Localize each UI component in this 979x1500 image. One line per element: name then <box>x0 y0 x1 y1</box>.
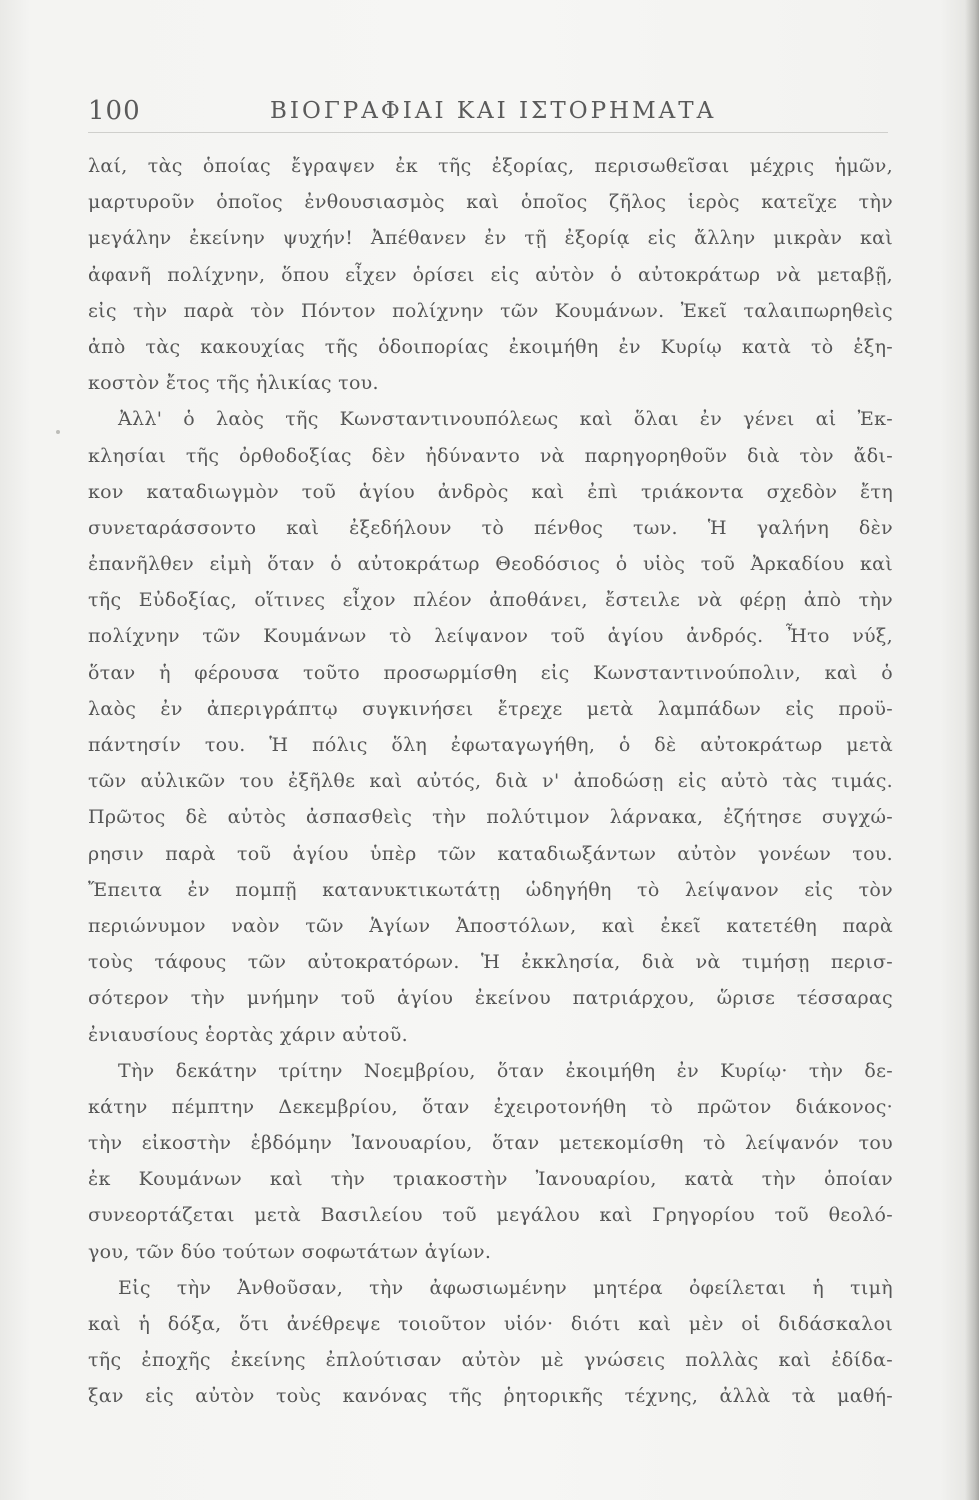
text-line: πολίχνην τῶν Κουμάνων τὸ λείψανον τοῦ ἁγίου ἀνδρός. Ἦτο νύξ, <box>88 625 893 648</box>
text-line: ὅταν ἡ φέρουσα τοῦτο προσωρμίσθη εἰς Κωνσταντινούπολιν, καὶ ὁ <box>88 661 893 684</box>
text-line: Τὴν δεκάτην τρίτην Νοεμβρίου, ὅταν ἐκοιμήθη ἐν Κυρίῳ· τὴν δε- <box>118 1059 893 1082</box>
page-edge-shadow <box>965 0 979 1500</box>
running-title: ΒΙΟΓΡΑΦΙΑΙ ΚΑΙ ΙΣΤΟΡΗΜΑΤΑ <box>270 98 717 124</box>
text-line: ρησιν παρὰ τοῦ ἁγίου ὑπὲρ τῶν καταδιωξάντων αὐτὸν γονέων του. <box>88 842 893 865</box>
text-line: Πρῶτος δὲ αὐτὸς ἀσπασθεὶς τὴν πολύτιμον λάρνακα, ἐζήτησε συγχώ- <box>88 806 893 829</box>
text-line: τὴν εἰκοστὴν ἑβδόμην Ἰανουαρίου, ὅταν μετεκομίσθη τὸ λείψανόν του <box>88 1132 893 1155</box>
text-line: ἐκ Κουμάνων καὶ τὴν τριακοστὴν Ἰανουαρίου, κατὰ τὴν ὁποίαν <box>88 1168 893 1191</box>
text-line: κον καταδιωγμὸν τοῦ ἁγίου ἀνδρὸς καὶ ἐπὶ τριάκοντα σχεδὸν ἔτη <box>88 480 893 503</box>
text-line: κάτην πέμπτην Δεκεμβρίου, ὅταν ἐχειροτονήθη τὸ πρῶτον διάκονος· <box>88 1095 893 1118</box>
text-line: κλησίαι τῆς ὀρθοδοξίας δὲν ἠδύναντο νὰ παρηγορηθοῦν διὰ τὸν ἄδι- <box>88 444 893 467</box>
text-line: συνεταράσσοντο καὶ ἐξεδήλουν τὸ πένθος των. Ἡ γαλήνη δὲν <box>88 516 893 539</box>
text-line: τοὺς τάφους τῶν αὐτοκρατόρων. Ἡ ἐκκλησία, διὰ νὰ τιμήσῃ περισ- <box>88 951 893 974</box>
text-line: λαὸς ἐν ἀπεριγράπτῳ συγκινήσει ἔτρεχε μετὰ λαμπάδων εἰς προϋ- <box>88 697 893 720</box>
text-line: λαί, τὰς ὁποίας ἔγραψεν ἐκ τῆς ἐξορίας, περισωθεῖσαι μέχρις ἡμῶν, <box>88 155 893 177</box>
text-line: τῆς ἐποχῆς ἐκείνης ἐπλούτισαν αὐτὸν μὲ γνώσεις πολλὰς καὶ ἐδίδα- <box>88 1349 893 1372</box>
text-line: μεγάλην ἐκείνην ψυχήν! Ἀπέθανεν ἐν τῇ ἐξορίᾳ εἰς ἄλλην μικρὰν καὶ <box>88 227 893 250</box>
text-line: καὶ ἡ δόξα, ὅτι ἀνέθρεψε τοιοῦτον υἱόν· διότι καὶ μὲν οἱ διδάσκαλοι <box>88 1313 893 1335</box>
text-line: πάντησίν του. Ἡ πόλις ὅλη ἐφωταγωγήθη, ὁ δὲ αὐτοκράτωρ μετὰ <box>88 734 893 756</box>
text-line: γου, τῶν δύο τούτων σοφωτάτων ἁγίων. <box>88 1240 492 1263</box>
text-line: ἐπανῆλθεν εἰμὴ ὅταν ὁ αὐτοκράτωρ Θεοδόσιος ὁ υἱὸς τοῦ Ἀρκαδίου καὶ <box>88 553 893 576</box>
text-line: μαρτυροῦν ὁποῖος ἐνθουσιασμὸς καὶ ὁποῖος ζῆλος ἱερὸς κατεῖχε τὴν <box>88 191 893 214</box>
header-rule <box>88 132 888 133</box>
text-line: κοστὸν ἔτος τῆς ἡλικίας του. <box>88 372 379 395</box>
text-line: Ἔπειτα ἐν πομπῇ κατανυκτικωτάτῃ ὡδηγήθη τὸ λείψανον εἰς τὸν <box>88 878 893 901</box>
page-header <box>88 96 888 132</box>
text-line: ἀπὸ τὰς κακουχίας τῆς ὁδοιπορίας ἐκοιμήθη ἐν Κυρίῳ κατὰ τὸ ἑξη- <box>88 335 893 358</box>
text-line: τῆς Εὐδοξίας, οἵτινες εἶχον πλέον ἀποθάνει, ἔστειλε νὰ φέρῃ ἀπὸ τὴν <box>88 589 893 612</box>
text-line: εἰς τὴν παρὰ τὸν Πόντον πολίχνην τῶν Κουμάνων. Ἐκεῖ ταλαιπωρηθεὶς <box>88 299 893 322</box>
text-line: Ἀλλ' ὁ λαὸς τῆς Κωνσταντινουπόλεως καὶ ὅλαι ἐν γένει αἱ Ἐκ- <box>118 408 893 431</box>
margin-speck <box>56 430 60 434</box>
page-number: 100 <box>88 96 141 126</box>
text-line: ἐνιαυσίους ἑορτὰς χάριν αὐτοῦ. <box>88 1023 408 1046</box>
text-line: ξαν εἰς αὐτὸν τοὺς κανόνας τῆς ῥητορικῆς τέχνης, ἀλλὰ τὰ μαθή- <box>88 1385 893 1408</box>
text-line: Εἰς τὴν Ἀνθοῦσαν, τὴν ἀφωσιωμένην μητέρα ὀφείλεται ἡ τιμὴ <box>118 1276 893 1299</box>
text-line: περιώνυμον ναὸν τῶν Ἁγίων Ἀποστόλων, καὶ ἐκεῖ κατετέθη παρὰ <box>88 914 893 937</box>
text-line: συνεορτάζεται μετὰ Βασιλείου τοῦ μεγάλου καὶ Γρηγορίου τοῦ θεολό- <box>88 1204 893 1227</box>
text-line: σότερον τὴν μνήμην τοῦ ἁγίου ἐκείνου πατριάρχου, ὥρισε τέσσαρας <box>88 987 893 1010</box>
text-line: ἀφανῆ πολίχνην, ὅπου εἶχεν ὁρίσει εἰς αὐτὸν ὁ αὐτοκράτωρ νὰ μεταβῇ, <box>88 263 893 286</box>
body-text <box>88 148 893 1415</box>
text-line: τῶν αὐλικῶν του ἐξῆλθε καὶ αὐτός, διὰ ν' ἀποδώσῃ εἰς αὐτὸ τὰς τιμάς. <box>88 770 893 793</box>
